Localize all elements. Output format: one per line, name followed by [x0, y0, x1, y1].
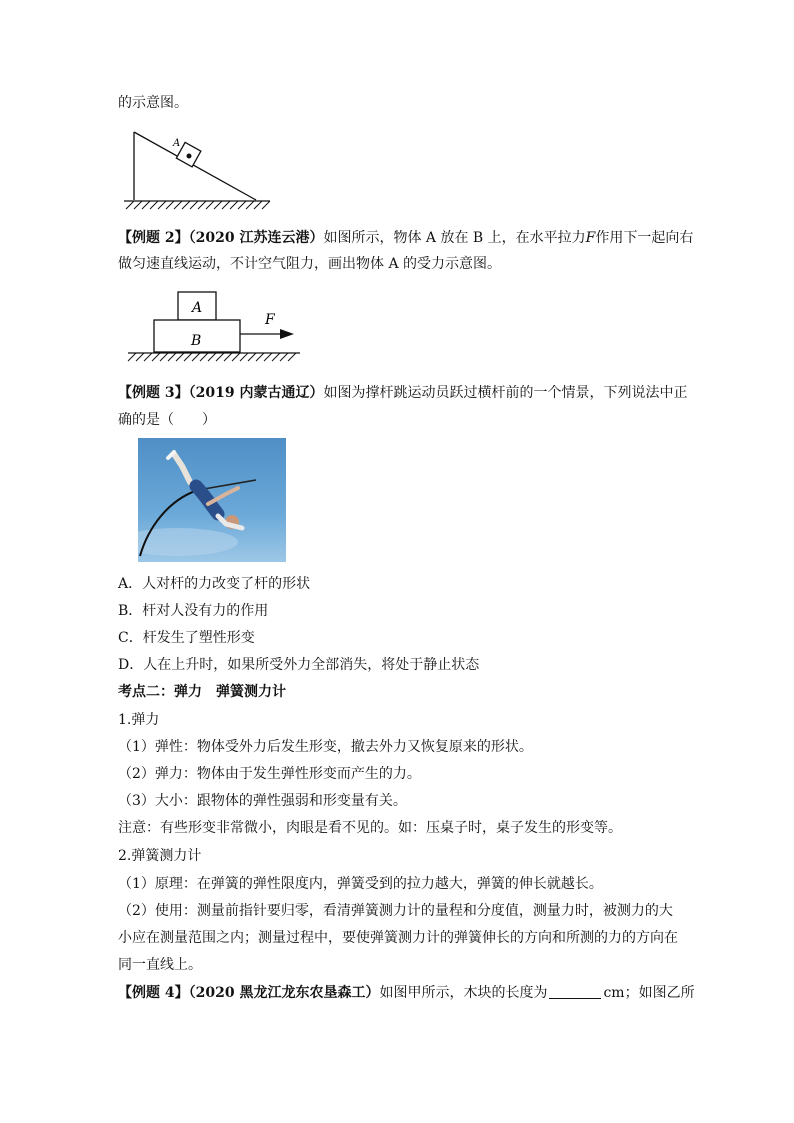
example-4-text: 如图甲所示，木块的长度为	[379, 985, 548, 1001]
intro-tail-text: 的示意图。	[118, 95, 188, 111]
ground-hatch	[126, 201, 270, 209]
incline-figure	[118, 126, 278, 214]
example-3-line-2: 确的是（ ）	[118, 412, 216, 428]
label-f: F	[265, 312, 275, 328]
pole-vault-photo	[138, 438, 286, 562]
usage-text-line-3: 同一直线上。	[118, 957, 202, 973]
example-2-text: 如图所示，物体 A 放在 B 上，在水平拉力	[323, 230, 586, 246]
principle-text: （1）原理：在弹簧的弹性限度内，弹簧受到的拉力越大，弹簧的伸长就越长。	[118, 876, 603, 892]
option-d: D．人在上升时，如果所受外力全部消失，将处于静止状态	[118, 657, 480, 673]
subheading-spring-scale: 2.弹簧测力计	[118, 848, 202, 864]
example-2-source: （2020 江苏连云港）	[188, 230, 324, 246]
example-2-tag: 【例题 2】	[118, 230, 189, 246]
center-dot	[187, 154, 192, 159]
ground-hatch	[128, 353, 296, 361]
note-text: 注意：有些形变非常微小，肉眼是看不见的。如：压桌子时，桌子发生的形变等。	[118, 820, 622, 836]
example-4-source: （2020 黑龙江龙东农垦森工）	[188, 985, 380, 1001]
example-3-tag: 【例题 3】	[118, 385, 189, 401]
example-4-tag: 【例题 4】	[118, 985, 189, 1001]
example-3-source: （2019 内蒙古通辽）	[188, 385, 324, 401]
point-elastic-force: （2）弹力：物体由于发生弹性形变而产生的力。	[118, 766, 421, 782]
point-magnitude: （3）大小：跟物体的弹性强弱和形变量有关。	[118, 793, 407, 809]
option-b: B．杆对人没有力的作用	[118, 603, 269, 619]
subheading-elastic-force: 1.弹力	[118, 712, 160, 728]
usage-text-line-1: （2）使用：测量前指针要归零，看清弹簧测力计的量程和分度值，测量力时，被测力的大	[118, 903, 673, 919]
section-2-heading: 考点二：弹力 弹簧测力计	[118, 684, 286, 700]
example-3-line-1	[118, 383, 687, 403]
option-a: A．人对杆的力改变了杆的形状	[118, 576, 311, 592]
usage-text-line-2: 小应在测量范围之内；测量过程中，要使弹簧测力计的弹簧伸长的方向和所测的力的方向在	[118, 930, 678, 946]
answer-blank[interactable]	[549, 984, 601, 999]
force-arrowhead	[280, 329, 294, 339]
label-b: B	[191, 333, 202, 349]
option-c: C．杆发生了塑性形变	[118, 630, 255, 646]
label-a: A	[173, 138, 181, 149]
point-elasticity: （1）弹性：物体受外力后发生形变，撤去外力又恢复原来的形状。	[118, 739, 533, 755]
example-2-text-cont: 作用下一起向右	[595, 230, 694, 246]
example-4-line	[118, 983, 695, 1003]
example-3-text: 如图为撑杆跳运动员跃过横杆前的一个情景，下列说法中正	[323, 385, 688, 401]
label-a: A	[192, 300, 203, 316]
example-2-line-2: 做匀速直线运动，不计空气阻力，画出物体 A 的受力示意图。	[118, 256, 502, 272]
stacked-blocks-figure	[124, 288, 304, 366]
example-4-text-cont: cm；如图乙所	[603, 985, 695, 1001]
force-symbol: F	[585, 230, 596, 246]
example-2-line-1	[118, 228, 693, 248]
